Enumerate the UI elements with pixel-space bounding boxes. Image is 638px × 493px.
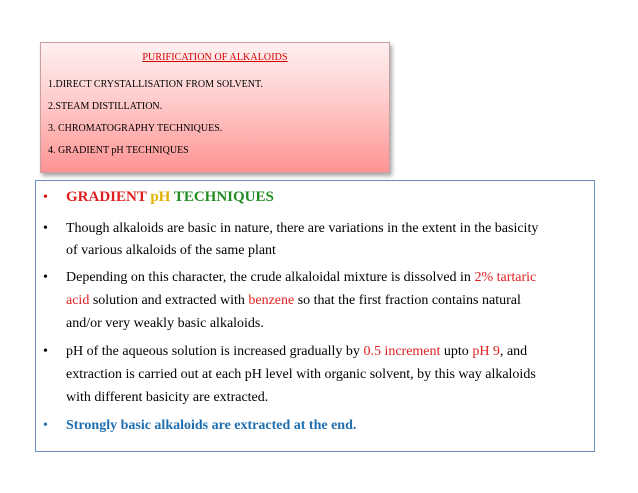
- p3-line3: with different basicity are extracted.: [66, 390, 269, 405]
- p2-line2-text: solution and extracted with: [89, 293, 249, 308]
- p2-acid: acid: [66, 293, 90, 308]
- bullet-icon: •: [43, 221, 48, 236]
- p2-line1: [66, 270, 536, 286]
- p2-benzene: benzene: [248, 293, 295, 308]
- p2-line2: [66, 293, 521, 309]
- bullet-icon: •: [43, 344, 48, 359]
- p2-tartaric: 2% tartaric: [474, 270, 537, 285]
- summary-item-4: 4. GRADIENT pH TECHNIQUES: [48, 145, 189, 156]
- purification-summary-box: [40, 42, 390, 173]
- bullet-icon: •: [43, 270, 48, 285]
- p3-upto: upto: [440, 344, 473, 359]
- p3-and: , and: [499, 344, 528, 359]
- p3-increment: 0.5 increment: [363, 344, 441, 359]
- heading-part-techniques: TECHNIQUES: [173, 189, 274, 205]
- heading-part-gradient: GRADIENT: [66, 189, 151, 205]
- p1-line1: Though alkaloids are basic in nature, there are variations in the extent in the basicity: [66, 221, 539, 236]
- summary-title: PURIFICATION OF ALKALOIDS: [142, 52, 288, 63]
- p2-line3: and/or very weakly basic alkaloids.: [66, 316, 264, 331]
- p3-line1: [66, 344, 527, 360]
- bullet-icon: •: [43, 418, 48, 433]
- p2-line2-tail: so that the first fraction contains natural: [294, 293, 521, 308]
- p2-line1-text: Depending on this character, the crude alkaloidal mixture is dissolved in: [66, 270, 475, 285]
- summary-item-3: 3. CHROMATOGRAPHY TECHNIQUES.: [48, 123, 223, 134]
- gradient-ph-content-box: [35, 180, 595, 452]
- summary-item-1: 1.DIRECT CRYSTALLISATION FROM SOLVENT.: [48, 79, 263, 90]
- p3-line1-text: pH of the aqueous solution is increased gradually by: [66, 344, 364, 359]
- p4-strongly-basic: Strongly basic alkaloids are extracted at the end.: [66, 418, 357, 433]
- p3-ph9: pH 9: [472, 344, 500, 359]
- section-heading: [66, 189, 274, 206]
- p1-line2: of various alkaloids of the same plant: [66, 243, 276, 258]
- heading-part-ph: pH: [150, 189, 174, 205]
- p3-line2: extraction is carried out at each pH level with organic solvent, by this way alkaloids: [66, 367, 536, 382]
- bullet-icon: •: [43, 190, 48, 205]
- summary-item-2: 2.STEAM DISTILLATION.: [48, 101, 163, 112]
